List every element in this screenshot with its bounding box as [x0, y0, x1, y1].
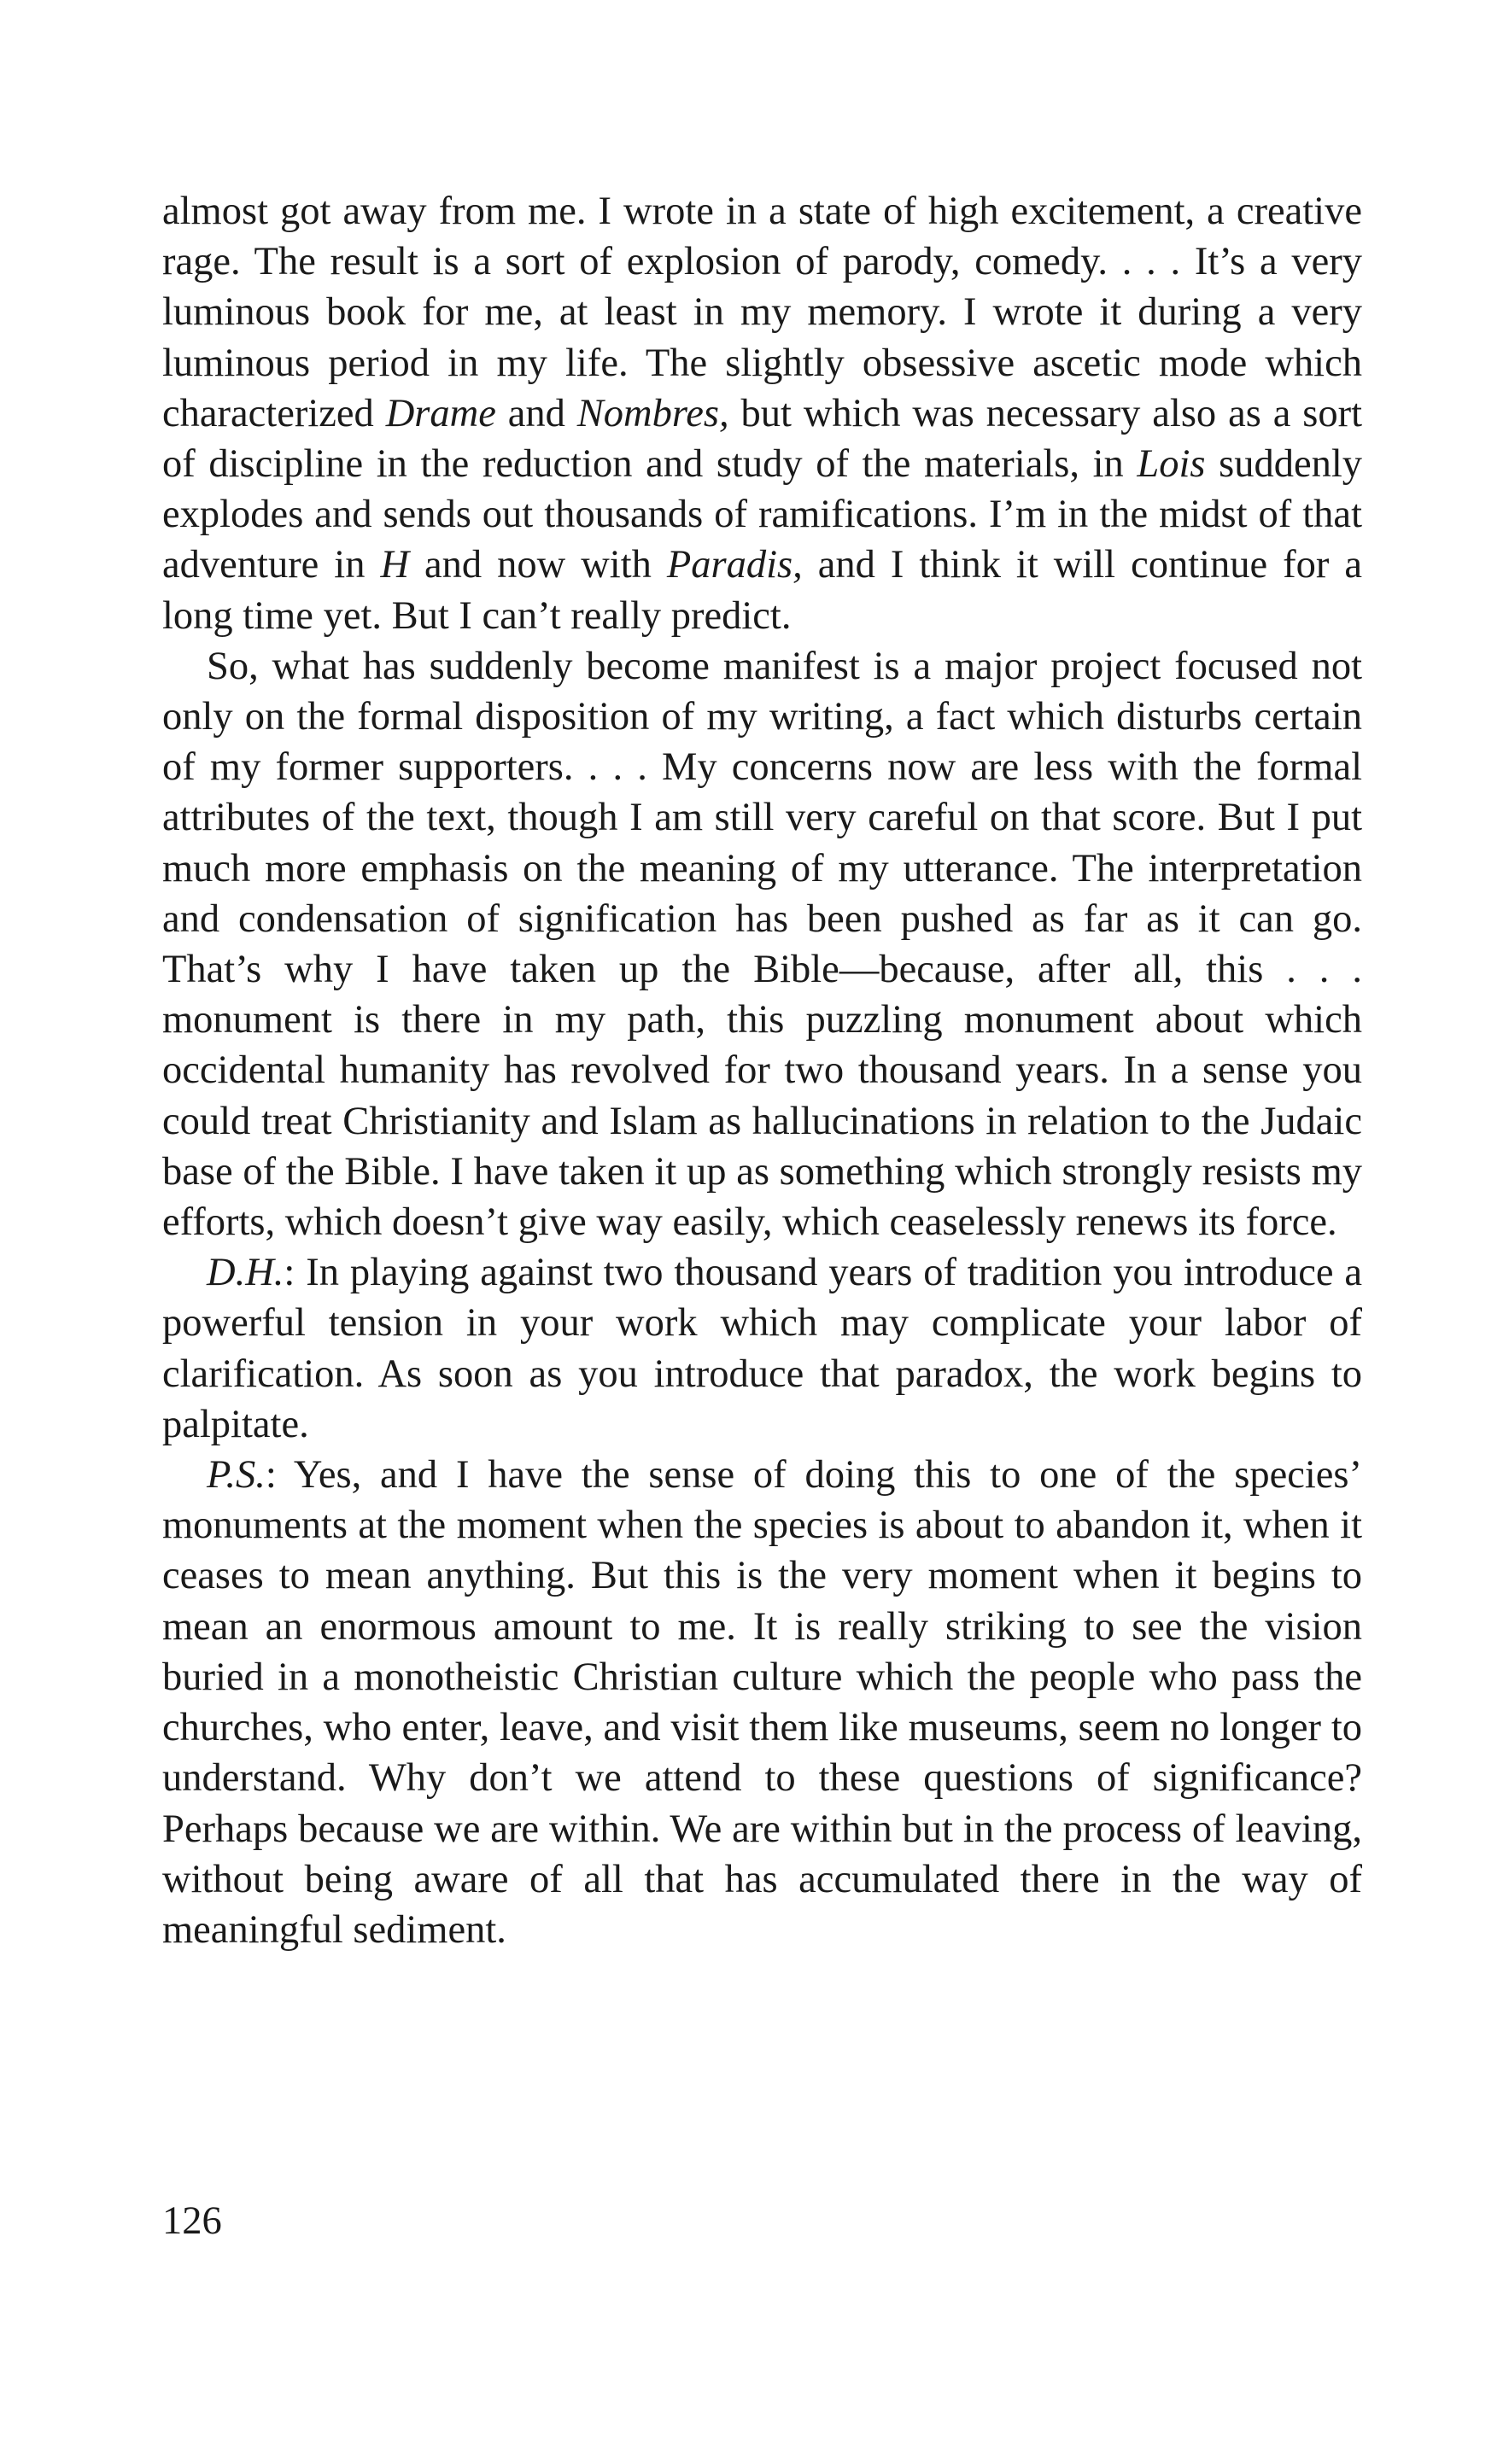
- text-run: : In playing against two thousand years of tradition you introduce a powerful tension in your work which may complicate your labor of clarification. As soon as you introduce that paradox, the work begins to palpitate.: [162, 1251, 1362, 1446]
- text-run: almost got away from me. I wrote in a state of high excitement, a creative rage. The result is a sort of explosion of parody, comedy. . . . It’s a very luminous book for me, at least in my memory. I wrote it during a very luminous period in my life. The slightly obsessive ascetic mode which characterized: [162, 190, 1362, 435]
- italic-text: Drame: [385, 391, 496, 435]
- paragraph: [162, 1247, 1362, 1450]
- page-number: 126: [162, 2199, 222, 2243]
- italic-text: Paradis,: [666, 543, 803, 587]
- text-run: So, what has suddenly become manifest is a major project focused not only on the formal disposition of my writing, a fact which disturbs certain of my former supporters. . . . My concerns now are less with the formal attributes of the text, though I am still very careful on that score. But I put much more emphasis on the meaning of my utterance. The interpretation and condensation of signification has been pushed as far as it can go. That’s why I have taken up the Bible—because, after all, this . . . monument is there in my path, this puzzling monument about which occidental humanity has revolved for two thousand years. In a sense you could treat Christianity and Islam as hallucinations in relation to the Judaic base of the Bible. I have taken it up as something which strongly resists my efforts, which doesn’t give way easily, which ceaselessly renews its force.: [162, 644, 1362, 1245]
- italic-text: H: [380, 543, 410, 587]
- text-run: and: [495, 391, 577, 435]
- italic-text: P.S.: [207, 1453, 266, 1498]
- text-run: : Yes, and I have the sense of doing this to one of the species’ monuments at the moment when the species is about to abandon it, when it ceases to mean anything. But this is the very moment when it begins to mean an enormous amount to me. It is really striking to see the vision buried in a monotheistic Christian culture which the people who pass the churches, who enter, leave, and visit them like museums, seem no longer to understand. Why don’t we attend to these questions of significance? Perhaps because we are within. We are within but in the process of leaving, without being aware of all that has accumulated there in the way of meaningful sediment.: [162, 1453, 1362, 1952]
- text-run: and I think it will continue for a long time yet. But I can’t really predict.: [162, 543, 1363, 638]
- italic-text: D.H.: [207, 1251, 284, 1295]
- paragraph: [162, 186, 1362, 641]
- italic-text: Lois: [1137, 442, 1206, 487]
- page-body: [162, 186, 1362, 1955]
- text-run: and now with: [409, 543, 667, 587]
- text-run: suddenly explodes and sends out thousands of ramifications. I’m in the midst of that adventure in: [162, 442, 1363, 587]
- paragraph: [162, 1450, 1362, 1955]
- text-run: but which was necessary also as a sort of discipline in the reduction and study of the materials, in: [162, 391, 1362, 487]
- paragraph: [162, 641, 1362, 1247]
- italic-text: Nombres,: [576, 391, 729, 435]
